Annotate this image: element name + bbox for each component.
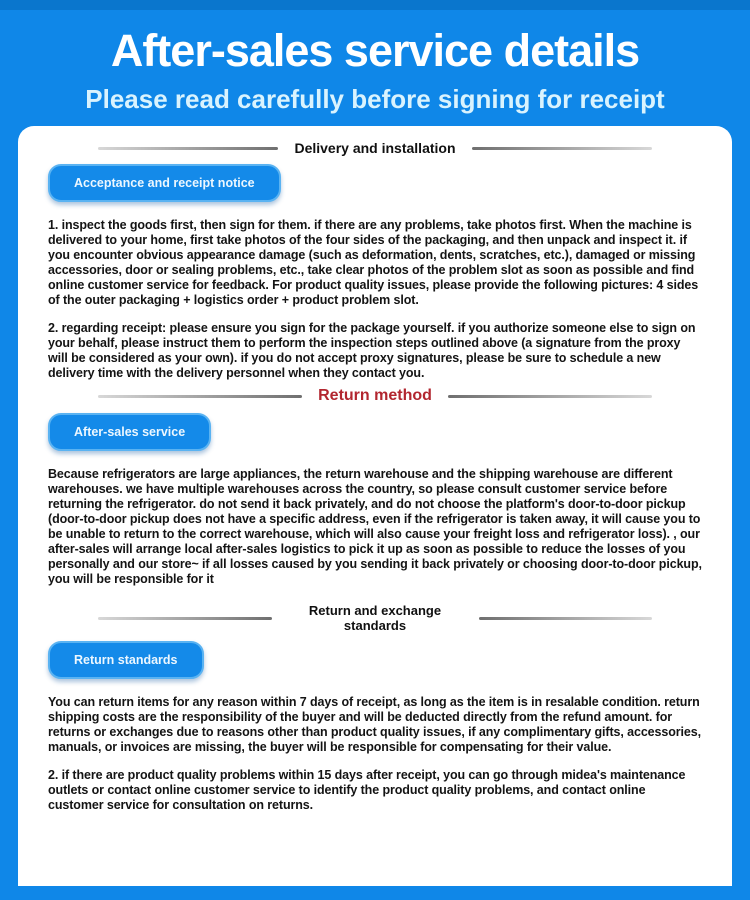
- section-heading-row: [48, 140, 702, 156]
- paragraph-quality-problems: 2. if there are product quality problems within 15 days after receipt, you can go through midea's maintenance outlets or contact online customer service to identify the product quality problems, and contact online customer service for consultation on returns.: [48, 768, 686, 812]
- section-return-method: [48, 387, 702, 587]
- section-heading: Delivery and installation: [294, 140, 456, 156]
- paragraph-inspect-goods: 1. inspect the goods first, then sign for them. if there are any problems, take photos first. When the machine is delivered to your home, first take photos of the four sides of the packaging, and then unpack and inspect it. if you encounter obvious appearance damage (such as deformation, dents, scratches, etc.), damaged or missing accessories, door or sealing problems, etc., take clear photos of the problem slot as soon as possible and find online customer service for feedback. For product quality issues, please provide the following pictures: 4 sides of the outer packaging + logistics order + product problem slot.: [48, 218, 699, 307]
- paragraph-return-warehouse: Because refrigerators are large appliances, the return warehouse and the shipping warehouse are different warehouses. we have multiple warehouses across the country, so please consult customer service before returning the refrigerator. do not send it back privately, and do not choose the platform's door-to-door pickup (door-to-door pickup does not have a specific address, even if the refrigerator is taken away, it will cause you to be unable to return to the correct warehouse, which will also cause your freight loss and refrigerator loss). , our after-sales will arrange local after-sales logistics to pick it up as soon as possible to reduce the losses of you personally and our store~ if all losses caused by you sending it back privately or choosing door-to-door pickup, you will be responsible for it: [48, 467, 702, 586]
- heading-divider-left: [98, 617, 272, 620]
- heading-divider-right: [472, 147, 652, 150]
- paragraph-regarding-receipt: 2. regarding receipt: please ensure you sign for the package yourself. if you authorize someone else to sign on your behalf, please instruct them to perform the inspection steps outlined above (a signature from the proxy will be considered as your own). if you do not accept proxy signatures, please be sure to schedule a new delivery time with the delivery personnel when they contact you.: [48, 321, 696, 380]
- section-return-and-exchange-standards: [48, 603, 702, 813]
- section-heading: Return method: [318, 387, 432, 404]
- section-heading: Return and exchange standards: [308, 603, 442, 633]
- page-header: [0, 10, 750, 113]
- section-delivery-and-installation: [48, 140, 702, 381]
- heading-divider-left: [98, 395, 302, 398]
- acceptance-and-receipt-notice-button[interactable]: Acceptance and receipt notice: [48, 164, 281, 202]
- page-subtitle: Please read carefully before signing for receipt: [85, 84, 665, 114]
- section-heading-row: [48, 603, 702, 633]
- top-strip: [0, 0, 750, 10]
- service-details-card: [18, 126, 732, 886]
- after-sales-service-button[interactable]: After-sales service: [48, 413, 211, 451]
- page-title: After-sales service details: [110, 25, 640, 76]
- heading-divider-right: [479, 617, 653, 620]
- heading-divider-right: [448, 395, 652, 398]
- section-heading-row: [48, 387, 702, 405]
- paragraph-return-seven-days: You can return items for any reason within 7 days of receipt, as long as the item is in resalable condition. return shipping costs are the responsibility of the buyer and will be deducted directly from the refund amount. for returns or exchanges due to reasons other than product quality issues, if any complimentary gifts, accessories, manuals, or invoices are missing, the buyer will be responsible for compensating for their value.: [48, 695, 701, 754]
- return-standards-button[interactable]: Return standards: [48, 641, 204, 679]
- heading-divider-left: [98, 147, 278, 150]
